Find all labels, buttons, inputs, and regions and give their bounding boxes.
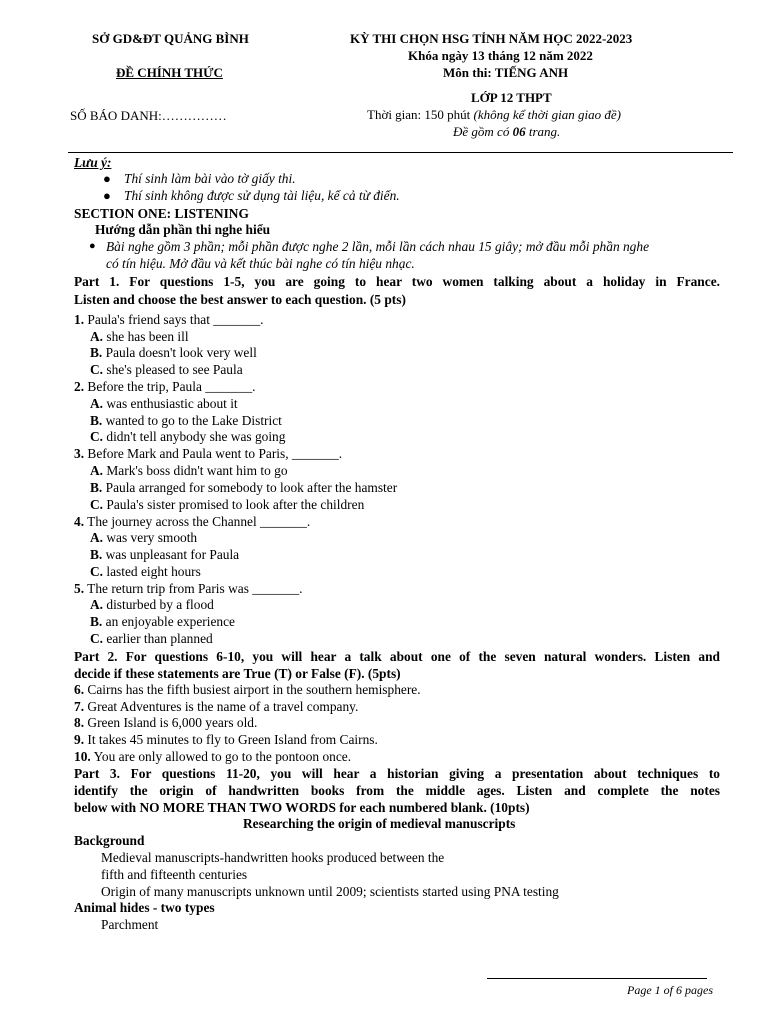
page-number: Page 1 of 6 pages [627,983,713,997]
answer-option: A. she has been ill [90,329,189,344]
notes-line: fifth and fifteenth centuries [101,867,248,882]
answer-option: C. Paula's sister promised to look after the children [90,497,365,512]
notes-title: Lưu ý: [74,155,112,170]
note-item: Thí sinh làm bài vào tờ giấy thi. [124,171,296,186]
exam-duration-text: Thời gian: 150 phút [367,107,474,122]
answer-option: B. wanted to go to the Lake District [90,413,282,428]
answer-option: A. Mark's boss didn't want him to go [90,463,288,478]
bullet-icon: ● [89,240,96,252]
statement: 10. You are only allowed to go to the pontoon once. [74,749,352,764]
notes-line: Medieval manuscripts-handwritten hooks produced between the [101,850,445,865]
statement: 8. Green Island is 6,000 years old. [74,715,258,730]
statement: 9. It takes 45 minutes to fly to Green Island from Cairns. [74,732,378,747]
question: 2. Before the trip, Paula _______. [74,379,256,394]
part3-instruction: identify the origin of handwritten books from the middle ages. Listen and complete the notes [74,783,720,798]
candidate-number-label: SỐ BÁO DANH:…………… [70,108,227,123]
section-title: SECTION ONE: LISTENING [74,206,249,221]
part1-instruction: Part 1. For questions 1-5, you are going to hear two women talking about a holiday in France. [74,274,720,289]
exam-grade: LỚP 12 THPT [471,90,552,105]
part1-instruction: Listen and choose the best answer to each question. (5 pts) [74,292,406,307]
part3-instruction: Part 3. For questions 11-20, you will hear a historian giving a presentation about techniques to [74,766,720,781]
exam-page-count: Đề gồm có 06 trang. [453,124,561,139]
exam-duration-note: (không kể thời gian giao đề) [473,107,621,122]
statement: 6. Cairns has the fifth busiest airport in the southern hemisphere. [74,682,421,697]
statement: 7. Great Adventures is the name of a travel company. [74,699,359,714]
bullet-icon: ● [103,188,111,203]
official-exam-label: ĐỀ CHÍNH THỨC [116,65,223,80]
guide-text: có tín hiệu. Mở đầu và kết thúc bài nghe có tín hiệu nhạc. [106,256,415,271]
answer-option: C. she's pleased to see Paula [90,362,243,377]
question: 5. The return trip from Paris was _______. [74,581,303,596]
answer-option: C. didn't tell anybody she was going [90,429,286,444]
answer-option: B. was unpleasant for Paula [90,547,240,562]
exam-title: KỲ THI CHỌN HSG TỈNH NĂM HỌC 2022-2023 [350,31,633,46]
question: 4. The journey across the Channel _______. [74,514,311,529]
part2-instruction: Part 2. For questions 6-10, you will hear a talk about one of the seven natural wonders. Listen and [74,649,720,664]
header-divider [68,152,733,153]
notes-line: Origin of many manuscripts unknown until 2009; scientists started using PNA testing [101,884,559,899]
answer-option: A. was very smooth [90,530,198,545]
answer-option: A. was enthusiastic about it [90,396,238,411]
department-name: SỞ GD&ĐT QUẢNG BÌNH [92,31,249,46]
notes-heading: Researching the origin of medieval manuscripts [243,816,516,831]
bullet-icon: ● [103,171,111,186]
notes-line: Parchment [101,917,159,932]
answer-option: A. disturbed by a flood [90,597,214,612]
question: 3. Before Mark and Paula went to Paris, _______. [74,446,343,461]
question: 1. Paula's friend says that _______. [74,312,264,327]
part2-instruction: decide if these statements are True (T) or False (F). (5pts) [74,666,401,681]
exam-duration [367,107,621,123]
guide-text: Bài nghe gồm 3 phần; mỗi phần được nghe 2 lần, mỗi lần cách nhau 15 giây; mở đầu mỗi phần nghe [106,239,650,254]
background-heading: Background [74,833,145,848]
exam-date: Khóa ngày 13 tháng 12 năm 2022 [408,48,593,63]
answer-option: B. Paula arranged for somebody to look after the hamster [90,480,398,495]
guide-title: Hướng dẫn phần thi nghe hiểu [95,222,271,237]
answer-option: B. Paula doesn't look very well [90,345,257,360]
exam-subject: Môn thi: TIẾNG ANH [443,65,569,80]
footer-divider [487,978,707,979]
answer-option: C. lasted eight hours [90,564,201,579]
part3-instruction: below with NO MORE THAN TWO WORDS for each numbered blank. (10pts) [74,800,530,815]
hides-heading: Animal hides - two types [74,900,215,915]
note-item: Thí sinh không được sử dụng tài liệu, kể cả từ điển. [124,188,400,203]
answer-option: C. earlier than planned [90,631,213,646]
answer-option: B. an enjoyable experience [90,614,235,629]
